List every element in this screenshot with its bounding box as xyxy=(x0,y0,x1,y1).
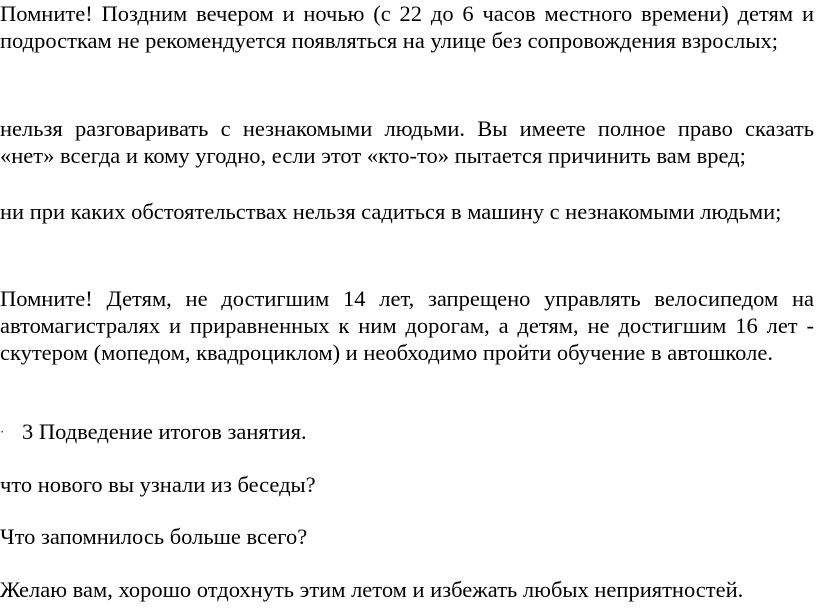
bullet-icon: · xyxy=(0,424,5,439)
list-item-summary xyxy=(0,418,814,445)
question-new-knowledge: что нового вы узнали из беседы? xyxy=(0,472,316,497)
summary-heading: 3 Подведение итогов занятия. xyxy=(22,419,307,444)
paragraph-strangers-talk: нельзя разговаривать с незнакомыми людьми. Вы имеете полное право сказать «нет» всегда и кому угодно, если этот «кто-то» пытается причинить вам вред; xyxy=(0,116,814,168)
closing-wish: Желаю вам, хорошо отдохнуть этим летом и избежать любых неприятностей. xyxy=(0,577,744,602)
paragraph-strangers-car: ни при каких обстоятельствах нельзя садиться в машину с незнакомыми людьми; xyxy=(0,199,782,224)
paragraph-bicycle-rules: Помните! Детям, не достигшим 14 лет, запрещено управлять велосипедом на автомагистралях и приравненных к ним дорогам, а детям, не достигшим 16 лет - скутером (мопедом, квадроциклом) и необходимо пройти обучение в автошколе. xyxy=(0,286,814,365)
paragraph-night-curfew: Помните! Поздним вечером и ночью (с 22 до 6 часов местного времени) детям и подросткам не рекомендуется появляться на улице без сопровождения взрослых; xyxy=(0,1,814,53)
question-remembered: Что запомнилось больше всего? xyxy=(0,524,308,549)
